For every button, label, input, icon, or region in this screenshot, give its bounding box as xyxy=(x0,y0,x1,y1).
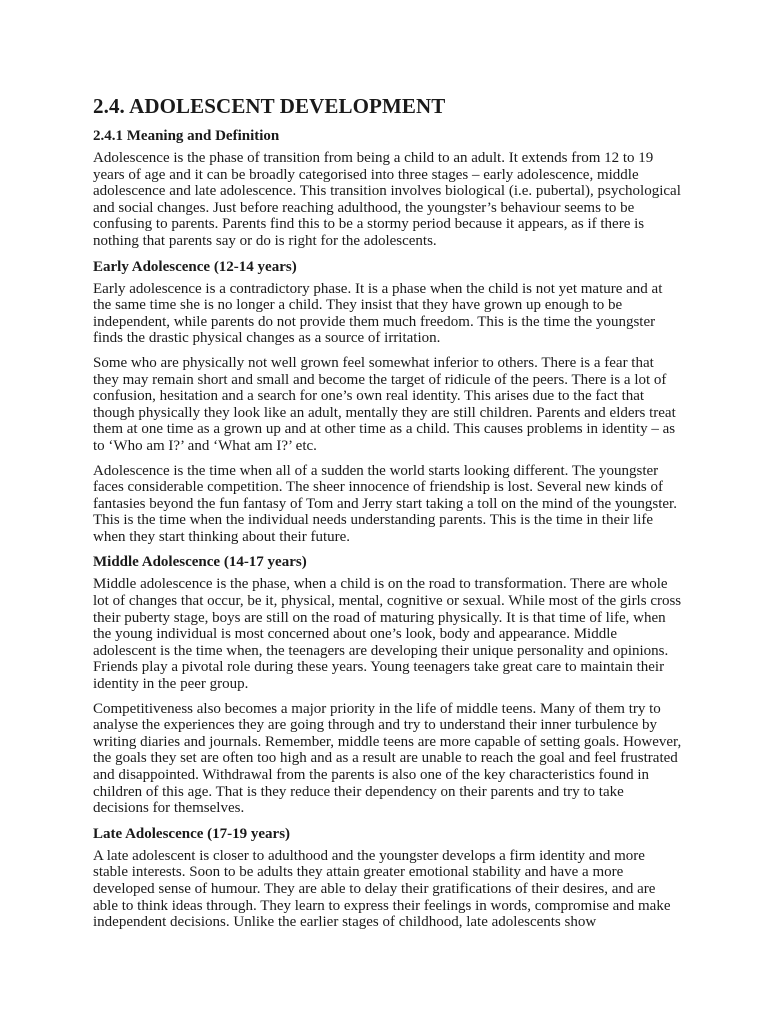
early-paragraph-3: Adolescence is the time when all of a sudden the world starts looking different. The youngster faces considerable competition. The sheer innocence of friendship is lost. Several new kinds of fantasies beyond the fun fantasy of Tom and Jerry start taking a toll on the mind of the youngster. This is the time when the individual needs understanding parents. This is the time in their life when they start thinking about their future. xyxy=(93,462,677,545)
intro-paragraph: Adolescence is the phase of transition from being a child to an adult. It extends from 12 to 19 years of age and it can be broadly categorised into three stages – early adolescence, middle adolescence and late adolescence. This transition involves biological (i.e. pubertal), psychological and social changes. Just before reaching adulthood, the youngster’s behaviour seems to be confusing to parents. Parents find this to be a stormy period because it appears, as if there is nothing that parents say or do is right for the adolescents. xyxy=(93,150,681,249)
late-paragraph-1: A late adolescent is closer to adulthood and the youngster develops a firm identity and more stable interests. Soon to be adults they attain greater emotional stability and have a more developed sense of humour. They are able to delay their gratifications of their desires, and are able to think ideas through. They learn to express their feelings in words, compromise and make independent decisions. Unlike the earlier stages of childhood, late adolescents show xyxy=(93,847,671,931)
page-title: 2.4. ADOLESCENT DEVELOPMENT xyxy=(93,94,446,118)
early-adolescence-heading: Early Adolescence (12-14 years) xyxy=(93,258,297,275)
document-page xyxy=(93,92,683,939)
late-adolescence-heading: Late Adolescence (17-19 years) xyxy=(93,825,291,842)
middle-paragraph-2: Competitiveness also becomes a major priority in the life of middle teens. Many of them try to analyse the experiences they are going through and try to understand their inner turbulence by writing diaries and journals. Remember, middle teens are more capable of setting goals. However, the goals they set are often too high and as a result are unable to reach the goal and feel frustrated and disappointed. Withdrawal from the parents is also one of the key characteristics found in children of this age. That is they reduce their dependency on their parents and try to take decisions for themselves. xyxy=(93,700,682,817)
early-paragraph-2: Some who are physically not well grown feel somewhat inferior to others. There is a fear that they may remain short and small and become the target of ridicule of the peers. There is a lot of confusion, hesitation and a search for one’s own real identity. This arises due to the fact that though physically they look like an adult, mentally they are still children. Parents and elders treat them at one time as a grown up and at other time as a child. This causes problems in identity – as to ‘Who am I?’ and ‘What am I?’ etc. xyxy=(93,354,676,454)
middle-adolescence-heading: Middle Adolescence (14-17 years) xyxy=(93,554,307,571)
early-paragraph-1: Early adolescence is a contradictory phase. It is a phase when the child is not yet mature and at the same time she is no longer a child. They insist that they have grown up enough to be independent, while parents do not provide them much freedom. This is the time the youngster finds the drastic physical changes as a source of irritation. xyxy=(93,280,663,347)
middle-paragraph-1: Middle adolescence is the phase, when a child is on the road to transformation. There are whole lot of changes that occur, be it, physical, mental, cognitive or sexual. While most of the girls cross their puberty stage, boys are still on the road of maturing physically. It is that time of life, when the young individual is most concerned about one’s look, body and appearance. Middle adolescent is the time when, the teenagers are developing their unique personality and opinions. Friends play a pivotal role during these years. Young teenagers take great care to maintain their identity in the peer group. xyxy=(93,576,682,693)
section-subtitle: 2.4.1 Meaning and Definition xyxy=(93,128,280,144)
